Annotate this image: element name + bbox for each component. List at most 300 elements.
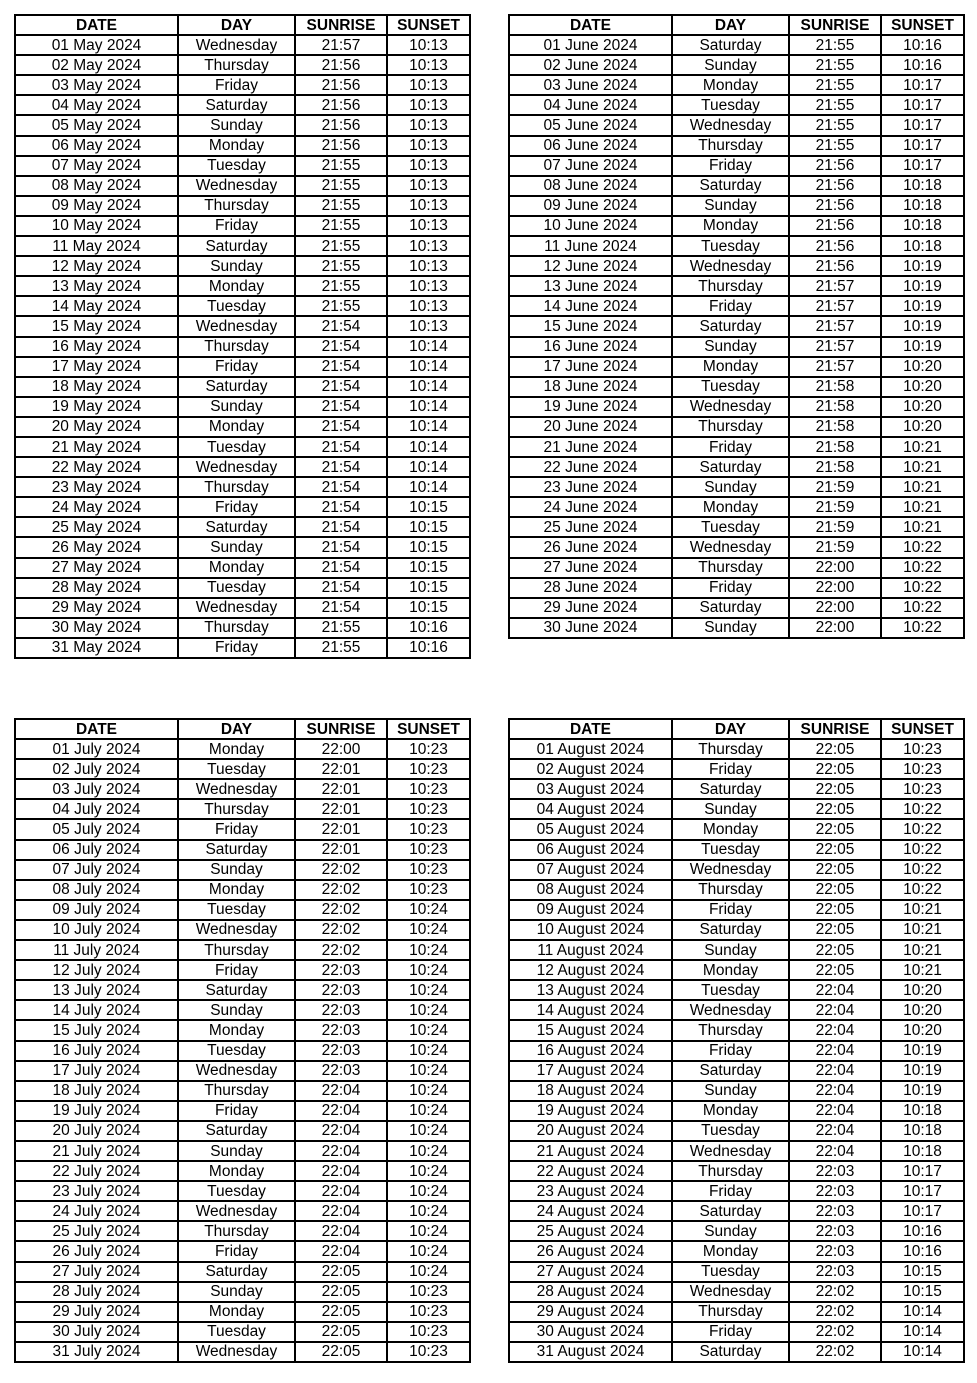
cell-sunset: 10:13 — [387, 55, 470, 75]
cell-date: 09 July 2024 — [15, 900, 178, 920]
cell-date: 19 July 2024 — [15, 1101, 178, 1121]
cell-day: Friday — [178, 357, 295, 377]
cell-sunset: 10:18 — [881, 216, 964, 236]
cell-day: Tuesday — [672, 517, 789, 537]
header-sunrise: SUNRISE — [295, 719, 387, 739]
cell-date: 14 August 2024 — [509, 1000, 672, 1020]
cell-sunset: 10:24 — [387, 1201, 470, 1221]
cell-sunset: 10:15 — [387, 537, 470, 557]
cell-date: 23 July 2024 — [15, 1181, 178, 1201]
cell-sunrise: 22:04 — [295, 1241, 387, 1261]
table-row — [509, 377, 964, 397]
cell-day: Wednesday — [178, 598, 295, 618]
cell-sunset: 10:24 — [387, 1061, 470, 1081]
cell-day: Monday — [672, 75, 789, 95]
cell-day: Tuesday — [178, 1181, 295, 1201]
cell-date: 30 July 2024 — [15, 1322, 178, 1342]
cell-day: Thursday — [178, 196, 295, 216]
cell-sunset: 10:19 — [881, 1041, 964, 1061]
cell-sunset: 10:24 — [387, 1141, 470, 1161]
cell-sunset: 10:20 — [881, 397, 964, 417]
cell-sunset: 10:24 — [387, 920, 470, 940]
cell-date: 02 May 2024 — [15, 55, 178, 75]
cell-sunset: 10:24 — [387, 1161, 470, 1181]
cell-sunrise: 21:55 — [295, 638, 387, 658]
cell-date: 09 June 2024 — [509, 196, 672, 216]
table-row — [509, 115, 964, 135]
cell-date: 01 May 2024 — [15, 35, 178, 55]
table-row — [509, 900, 964, 920]
cell-date: 21 August 2024 — [509, 1141, 672, 1161]
cell-sunrise: 22:01 — [295, 779, 387, 799]
cell-sunset: 10:23 — [881, 759, 964, 779]
cell-sunrise: 22:03 — [789, 1262, 881, 1282]
cell-sunset: 10:21 — [881, 940, 964, 960]
table-row — [15, 236, 470, 256]
cell-date: 30 June 2024 — [509, 618, 672, 638]
table-row — [15, 618, 470, 638]
table-row — [509, 1241, 964, 1261]
cell-day: Thursday — [178, 1221, 295, 1241]
cell-sunset: 10:20 — [881, 1000, 964, 1020]
table-row — [15, 840, 470, 860]
cell-sunrise: 21:54 — [295, 497, 387, 517]
table-row — [15, 1342, 470, 1362]
cell-date: 15 August 2024 — [509, 1020, 672, 1040]
table-row — [509, 1041, 964, 1061]
cell-sunrise: 22:04 — [295, 1181, 387, 1201]
cell-date: 07 June 2024 — [509, 156, 672, 176]
cell-sunrise: 22:05 — [295, 1342, 387, 1362]
table-row — [15, 860, 470, 880]
header-day: DAY — [672, 719, 789, 739]
table-row — [15, 598, 470, 618]
cell-sunset: 10:22 — [881, 819, 964, 839]
cell-sunrise: 21:54 — [295, 337, 387, 357]
cell-sunrise: 21:59 — [789, 537, 881, 557]
table-row — [509, 759, 964, 779]
cell-date: 02 July 2024 — [15, 759, 178, 779]
cell-sunrise: 22:04 — [789, 1141, 881, 1161]
table-row — [15, 920, 470, 940]
cell-sunrise: 22:05 — [295, 1322, 387, 1342]
table-row — [15, 1302, 470, 1322]
table-july — [14, 718, 471, 1363]
header-day: DAY — [672, 15, 789, 35]
cell-sunrise: 22:01 — [295, 799, 387, 819]
cell-sunrise: 22:03 — [789, 1241, 881, 1261]
header-sunset: SUNSET — [881, 15, 964, 35]
cell-date: 24 June 2024 — [509, 497, 672, 517]
cell-sunset: 10:21 — [881, 497, 964, 517]
cell-sunrise: 22:04 — [295, 1101, 387, 1121]
table-row — [509, 296, 964, 316]
table-row — [15, 1041, 470, 1061]
cell-sunrise: 21:54 — [295, 417, 387, 437]
cell-sunrise: 22:00 — [789, 578, 881, 598]
table-row — [15, 417, 470, 437]
cell-sunrise: 21:55 — [789, 35, 881, 55]
table-row — [509, 337, 964, 357]
cell-sunrise: 21:54 — [295, 558, 387, 578]
cell-sunrise: 21:54 — [295, 598, 387, 618]
table-row — [15, 880, 470, 900]
cell-sunset: 10:22 — [881, 618, 964, 638]
table-row — [509, 840, 964, 860]
cell-day: Tuesday — [672, 95, 789, 115]
cell-sunrise: 21:54 — [295, 377, 387, 397]
cell-day: Sunday — [672, 799, 789, 819]
cell-date: 22 July 2024 — [15, 1161, 178, 1181]
cell-date: 06 August 2024 — [509, 840, 672, 860]
cell-day: Wednesday — [178, 457, 295, 477]
cell-day: Wednesday — [672, 256, 789, 276]
cell-day: Tuesday — [178, 1041, 295, 1061]
header-sunrise: SUNRISE — [789, 719, 881, 739]
table-row — [15, 196, 470, 216]
table-row — [509, 860, 964, 880]
cell-sunset: 10:16 — [387, 638, 470, 658]
table-row — [15, 1322, 470, 1342]
cell-sunrise: 21:54 — [295, 537, 387, 557]
cell-sunrise: 22:00 — [789, 598, 881, 618]
cell-sunrise: 22:03 — [295, 1061, 387, 1081]
cell-sunrise: 21:59 — [789, 477, 881, 497]
cell-day: Tuesday — [672, 840, 789, 860]
cell-sunrise: 22:05 — [789, 840, 881, 860]
cell-date: 03 July 2024 — [15, 779, 178, 799]
table-row — [15, 35, 470, 55]
cell-sunrise: 21:59 — [789, 517, 881, 537]
cell-sunrise: 21:57 — [789, 316, 881, 336]
cell-date: 26 August 2024 — [509, 1241, 672, 1261]
cell-sunset: 10:17 — [881, 1161, 964, 1181]
cell-day: Tuesday — [672, 1121, 789, 1141]
table-row — [509, 477, 964, 497]
cell-day: Tuesday — [178, 1322, 295, 1342]
cell-sunset: 10:16 — [881, 1241, 964, 1261]
cell-date: 16 June 2024 — [509, 337, 672, 357]
table-row — [15, 1081, 470, 1101]
cell-date: 24 July 2024 — [15, 1201, 178, 1221]
cell-date: 19 June 2024 — [509, 397, 672, 417]
cell-sunrise: 21:55 — [295, 196, 387, 216]
cell-date: 04 June 2024 — [509, 95, 672, 115]
cell-day: Thursday — [672, 558, 789, 578]
cell-date: 13 August 2024 — [509, 980, 672, 1000]
cell-day: Tuesday — [672, 236, 789, 256]
cell-day: Sunday — [178, 1141, 295, 1161]
cell-sunrise: 22:04 — [295, 1081, 387, 1101]
cell-sunrise: 21:58 — [789, 457, 881, 477]
table-body — [15, 739, 470, 1362]
cell-sunset: 10:18 — [881, 236, 964, 256]
cell-day: Sunday — [672, 618, 789, 638]
cell-date: 20 June 2024 — [509, 417, 672, 437]
cell-sunset: 10:23 — [387, 779, 470, 799]
cell-day: Thursday — [672, 417, 789, 437]
cell-sunset: 10:17 — [881, 1181, 964, 1201]
cell-date: 12 May 2024 — [15, 256, 178, 276]
cell-sunrise: 22:02 — [789, 1302, 881, 1322]
cell-day: Thursday — [672, 739, 789, 759]
table-row — [509, 75, 964, 95]
header-sunset: SUNSET — [881, 719, 964, 739]
cell-sunset: 10:20 — [881, 357, 964, 377]
cell-sunset: 10:22 — [881, 558, 964, 578]
table-row — [509, 1101, 964, 1121]
cell-date: 01 July 2024 — [15, 739, 178, 759]
table-row — [15, 1241, 470, 1261]
cell-sunrise: 21:56 — [295, 115, 387, 135]
cell-day: Thursday — [178, 799, 295, 819]
cell-date: 13 July 2024 — [15, 980, 178, 1000]
cell-day: Sunday — [178, 256, 295, 276]
cell-day: Sunday — [672, 477, 789, 497]
table-row — [15, 176, 470, 196]
cell-day: Saturday — [178, 95, 295, 115]
table-row — [15, 1262, 470, 1282]
cell-sunrise: 21:56 — [295, 95, 387, 115]
cell-day: Saturday — [672, 1342, 789, 1362]
cell-sunrise: 21:55 — [295, 176, 387, 196]
cell-sunrise: 21:57 — [295, 35, 387, 55]
cell-date: 16 July 2024 — [15, 1041, 178, 1061]
table-row — [509, 136, 964, 156]
cell-date: 10 July 2024 — [15, 920, 178, 940]
cell-date: 12 August 2024 — [509, 960, 672, 980]
cell-day: Wednesday — [672, 1000, 789, 1020]
cell-sunset: 10:17 — [881, 95, 964, 115]
cell-sunset: 10:13 — [387, 115, 470, 135]
cell-sunset: 10:23 — [387, 1342, 470, 1362]
cell-sunrise: 21:55 — [789, 75, 881, 95]
cell-sunset: 10:23 — [881, 779, 964, 799]
cell-date: 01 August 2024 — [509, 739, 672, 759]
cell-date: 11 June 2024 — [509, 236, 672, 256]
cell-sunrise: 22:05 — [789, 860, 881, 880]
table-row — [509, 1322, 964, 1342]
cell-date: 07 August 2024 — [509, 860, 672, 880]
cell-day: Monday — [672, 960, 789, 980]
cell-date: 30 August 2024 — [509, 1322, 672, 1342]
cell-day: Saturday — [178, 1121, 295, 1141]
table-row — [15, 900, 470, 920]
cell-sunrise: 21:56 — [789, 216, 881, 236]
cell-sunset: 10:24 — [387, 1101, 470, 1121]
table-row — [509, 1081, 964, 1101]
table-row — [15, 1000, 470, 1020]
cell-sunset: 10:13 — [387, 176, 470, 196]
cell-sunset: 10:15 — [387, 517, 470, 537]
cell-sunset: 10:22 — [881, 537, 964, 557]
cell-date: 26 May 2024 — [15, 537, 178, 557]
table-row — [15, 276, 470, 296]
cell-date: 21 May 2024 — [15, 437, 178, 457]
cell-date: 05 June 2024 — [509, 115, 672, 135]
cell-date: 09 August 2024 — [509, 900, 672, 920]
cell-sunrise: 21:55 — [295, 276, 387, 296]
cell-date: 11 July 2024 — [15, 940, 178, 960]
cell-sunrise: 22:02 — [295, 940, 387, 960]
header-row — [509, 719, 964, 739]
cell-sunrise: 22:02 — [295, 920, 387, 940]
cell-day: Friday — [178, 1241, 295, 1261]
table-row — [509, 558, 964, 578]
cell-sunset: 10:14 — [387, 437, 470, 457]
cell-sunrise: 21:56 — [789, 256, 881, 276]
cell-date: 09 May 2024 — [15, 196, 178, 216]
cell-date: 03 May 2024 — [15, 75, 178, 95]
cell-sunset: 10:24 — [387, 1221, 470, 1241]
cell-day: Sunday — [672, 1221, 789, 1241]
cell-date: 17 July 2024 — [15, 1061, 178, 1081]
cell-sunrise: 22:02 — [789, 1342, 881, 1362]
cell-sunset: 10:15 — [387, 497, 470, 517]
cell-sunset: 10:22 — [881, 840, 964, 860]
table-row — [15, 1061, 470, 1081]
table-row — [509, 517, 964, 537]
cell-sunset: 10:21 — [881, 900, 964, 920]
cell-date: 05 July 2024 — [15, 819, 178, 839]
cell-day: Tuesday — [672, 377, 789, 397]
cell-sunrise: 22:04 — [295, 1221, 387, 1241]
cell-day: Monday — [178, 739, 295, 759]
cell-sunrise: 22:05 — [789, 940, 881, 960]
cell-sunrise: 22:03 — [295, 1041, 387, 1061]
cell-sunset: 10:13 — [387, 216, 470, 236]
table-row — [509, 176, 964, 196]
cell-sunrise: 21:54 — [295, 437, 387, 457]
cell-date: 14 May 2024 — [15, 296, 178, 316]
cell-date: 21 July 2024 — [15, 1141, 178, 1161]
cell-sunset: 10:13 — [387, 316, 470, 336]
table-row — [509, 1262, 964, 1282]
header-date: DATE — [509, 15, 672, 35]
table-row — [15, 216, 470, 236]
cell-day: Saturday — [672, 316, 789, 336]
cell-sunset: 10:23 — [387, 1282, 470, 1302]
cell-date: 27 July 2024 — [15, 1262, 178, 1282]
cell-day: Tuesday — [178, 578, 295, 598]
table-row — [15, 779, 470, 799]
cell-sunset: 10:13 — [387, 196, 470, 216]
cell-day: Friday — [672, 156, 789, 176]
cell-sunrise: 22:04 — [295, 1201, 387, 1221]
table-row — [15, 1221, 470, 1241]
header-row — [15, 15, 470, 35]
cell-date: 04 May 2024 — [15, 95, 178, 115]
table-row — [509, 95, 964, 115]
table-header — [15, 15, 470, 35]
cell-sunrise: 21:58 — [789, 417, 881, 437]
cell-sunrise: 21:55 — [295, 618, 387, 638]
cell-day: Thursday — [178, 337, 295, 357]
cell-date: 08 July 2024 — [15, 880, 178, 900]
table-row — [15, 1101, 470, 1121]
cell-sunset: 10:24 — [387, 900, 470, 920]
table-header — [15, 719, 470, 739]
cell-date: 31 May 2024 — [15, 638, 178, 658]
cell-sunset: 10:24 — [387, 1020, 470, 1040]
table-row — [15, 1161, 470, 1181]
table-june — [508, 14, 965, 639]
table-row — [509, 940, 964, 960]
cell-day: Tuesday — [178, 437, 295, 457]
cell-sunset: 10:23 — [881, 739, 964, 759]
cell-day: Sunday — [178, 1000, 295, 1020]
cell-day: Monday — [178, 880, 295, 900]
cell-day: Wednesday — [178, 176, 295, 196]
cell-date: 19 August 2024 — [509, 1101, 672, 1121]
table-row — [509, 437, 964, 457]
table-row — [509, 216, 964, 236]
cell-sunset: 10:14 — [387, 457, 470, 477]
table-row — [509, 598, 964, 618]
cell-date: 05 August 2024 — [509, 819, 672, 839]
cell-sunrise: 22:02 — [295, 900, 387, 920]
table-row — [15, 75, 470, 95]
table-body — [15, 35, 470, 658]
cell-date: 25 June 2024 — [509, 517, 672, 537]
cell-sunrise: 22:02 — [789, 1282, 881, 1302]
table-row — [15, 1282, 470, 1302]
table-row — [509, 256, 964, 276]
cell-date: 02 June 2024 — [509, 55, 672, 75]
cell-date: 24 May 2024 — [15, 497, 178, 517]
cell-sunrise: 22:02 — [789, 1322, 881, 1342]
cell-day: Friday — [178, 1101, 295, 1121]
cell-day: Monday — [178, 1020, 295, 1040]
header-sunset: SUNSET — [387, 719, 470, 739]
cell-sunrise: 22:03 — [295, 1020, 387, 1040]
cell-sunset: 10:20 — [881, 1020, 964, 1040]
table-row — [509, 276, 964, 296]
cell-day: Wednesday — [672, 1141, 789, 1161]
cell-day: Thursday — [672, 276, 789, 296]
cell-date: 16 August 2024 — [509, 1041, 672, 1061]
cell-sunrise: 22:03 — [789, 1181, 881, 1201]
cell-day: Saturday — [672, 598, 789, 618]
cell-sunrise: 21:55 — [295, 156, 387, 176]
cell-sunrise: 21:57 — [789, 276, 881, 296]
cell-sunrise: 22:05 — [789, 759, 881, 779]
cell-sunrise: 21:57 — [789, 296, 881, 316]
cell-day: Friday — [672, 1041, 789, 1061]
table-row — [15, 739, 470, 759]
table-row — [509, 1061, 964, 1081]
cell-sunset: 10:24 — [387, 1181, 470, 1201]
cell-date: 06 July 2024 — [15, 840, 178, 860]
cell-sunrise: 22:00 — [789, 558, 881, 578]
cell-day: Monday — [178, 558, 295, 578]
cell-sunset: 10:16 — [881, 35, 964, 55]
cell-sunset: 10:24 — [387, 1000, 470, 1020]
cell-day: Sunday — [672, 337, 789, 357]
cell-date: 24 August 2024 — [509, 1201, 672, 1221]
cell-date: 10 May 2024 — [15, 216, 178, 236]
cell-date: 08 August 2024 — [509, 880, 672, 900]
cell-sunrise: 21:58 — [789, 437, 881, 457]
cell-date: 27 May 2024 — [15, 558, 178, 578]
cell-sunset: 10:14 — [881, 1322, 964, 1342]
table-row — [15, 578, 470, 598]
cell-sunrise: 21:58 — [789, 377, 881, 397]
table-row — [509, 920, 964, 940]
cell-sunset: 10:20 — [881, 417, 964, 437]
cell-date: 03 August 2024 — [509, 779, 672, 799]
cell-day: Wednesday — [672, 537, 789, 557]
